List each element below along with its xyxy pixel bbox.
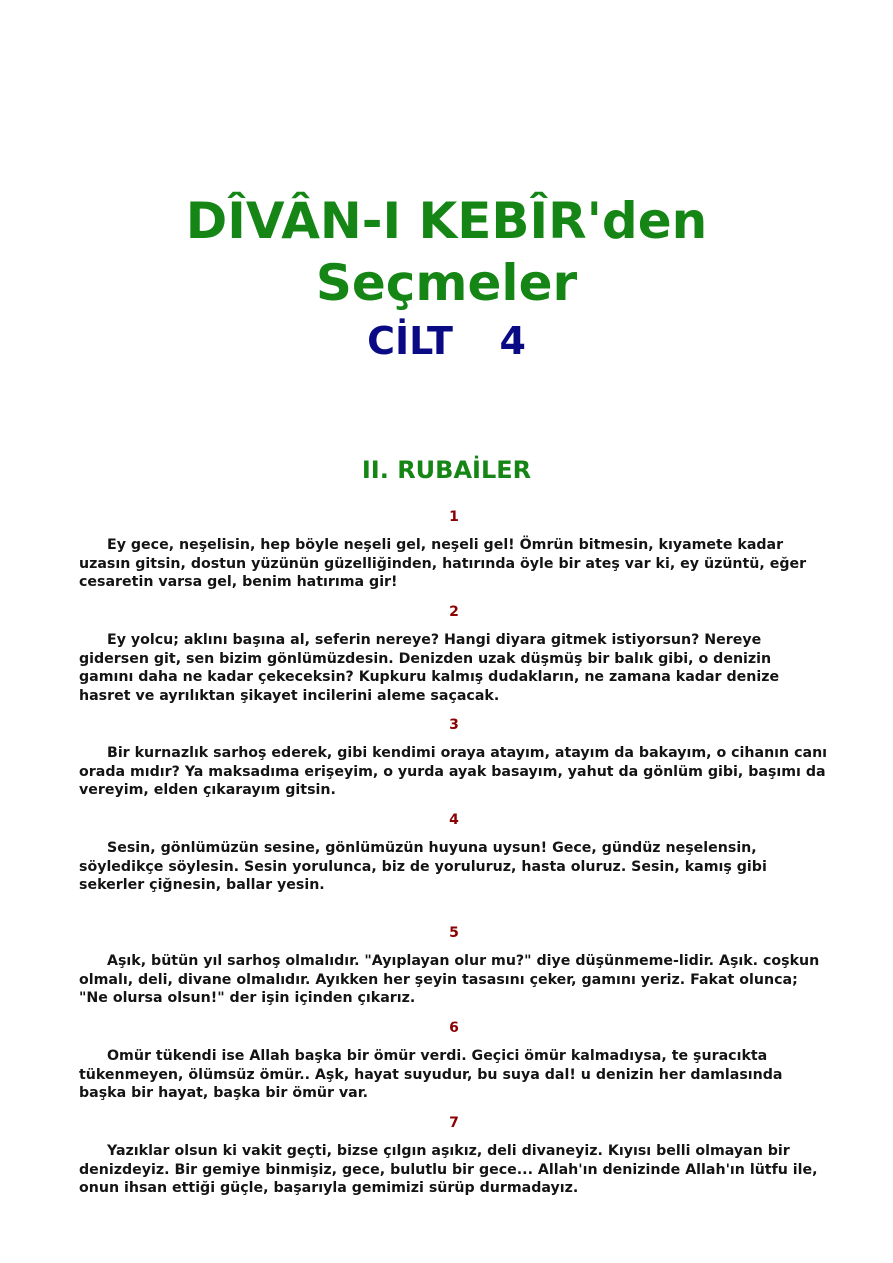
rubai-text: Sesin, gönlümüzün sesine, gönlümüzün huyuna uysun! Gece, gündüz neşelensin, söyledikçe söylesin. Sesin yorulunca, biz de yoruluruz, hasta oluruz. Sesin, kamış gibi sekerler çiğnesin, ballar yesin. [79, 840, 767, 893]
rubai-text: Ey gece, neşelisin, hep böyle neşeli gel, neşeli gel! Ömrün bitmesin, kıyamete kadar uzasın gitsin, dostun yüzünün güzelliğinden, hatırında öyle bir ateş var ki, ey üzüntü, eğer cesaretin varsa gel, benim hatırıma gir! [79, 537, 807, 590]
rubai-number: 5 [449, 925, 459, 941]
rubai-number: 7 [449, 1115, 459, 1131]
rubai-4 [79, 811, 829, 895]
rubai-2 [79, 603, 829, 705]
rubai-number: 3 [449, 717, 459, 733]
book-title-line-1: DÎVÂN-I KEBÎR'den [185, 192, 708, 250]
rubai-text: Yazıklar olsun ki vakit geçti, bizse çılgın aşıkız, deli divaneyiz. Kıyısı belli olmayan bir denizdeyiz. Bir gemiye binmişiz, gece, bulutlu bir gece... Allah'ın denizinde Allah'ın lütfu ile, onun ihsan ettiği güçle, başarıyla gemimizi sürüp durmadayız. [79, 1143, 818, 1196]
rubai-6 [79, 1019, 829, 1103]
rubai-7 [79, 1114, 829, 1198]
rubai-3 [79, 716, 829, 800]
rubai-5 [79, 924, 829, 1008]
rubai-number: 2 [449, 604, 459, 620]
rubai-text: Aşık, bütün yıl sarhoş olmalıdır. "Ayıplayan olur mu?" diye düşünmeme-lidir. Aşık. coşkun olmalı, deli, divane olmalıdır. Ayıkken her şeyin tasasını çeker, gamını yeriz. Fakat olunca; "Ne olursa olsun!" der işin içinden çıkarız. [79, 953, 820, 1006]
rubai-1 [79, 508, 829, 592]
rubai-number: 6 [449, 1020, 459, 1036]
section-title: II. RUBAİLER [361, 456, 532, 484]
book-title [0, 190, 893, 314]
book-title-line-2: Seçmeler [315, 254, 578, 312]
rubai-text: Omür tükendi ise Allah başka bir ömür verdi. Geçici ömür kalmadıysa, te şuracıkta tükenmeyen, ölümsüz ömür.. Aşk, hayat suyudur, bu suya dal! u denizin her damlasında başka bir hayat, başka bir ömür var. [79, 1048, 783, 1101]
rubai-text: Ey yolcu; aklını başına al, seferin nereye? Hangi diyara gitmek istiyorsun? Nereye gidersen git, sen bizim gönlümüzdesin. Denizden uzak düşmüş bir balık gibi, o denizin gamını daha ne kadar çekeceksin? Kupkuru kalmış dudakların, ne zamana kadar denize hasret ve ayrılıktan şikayet incilerini aleme saçacak. [79, 632, 780, 704]
title-block [0, 190, 893, 366]
rubai-number: 1 [449, 509, 459, 525]
volume-label: CİLT 4 [367, 319, 526, 363]
rubai-text: Bir kurnazlık sarhoş ederek, gibi kendimi oraya atayım, atayım da bakayım, o cihanın canı orada mıdır? Ya maksadıma erişeyim, o yurda ayak basayım, yahut da gönlüm gibi, başımı da vereyim, elden çıkarayım gitsin. [79, 745, 828, 798]
rubai-number: 4 [449, 812, 459, 828]
